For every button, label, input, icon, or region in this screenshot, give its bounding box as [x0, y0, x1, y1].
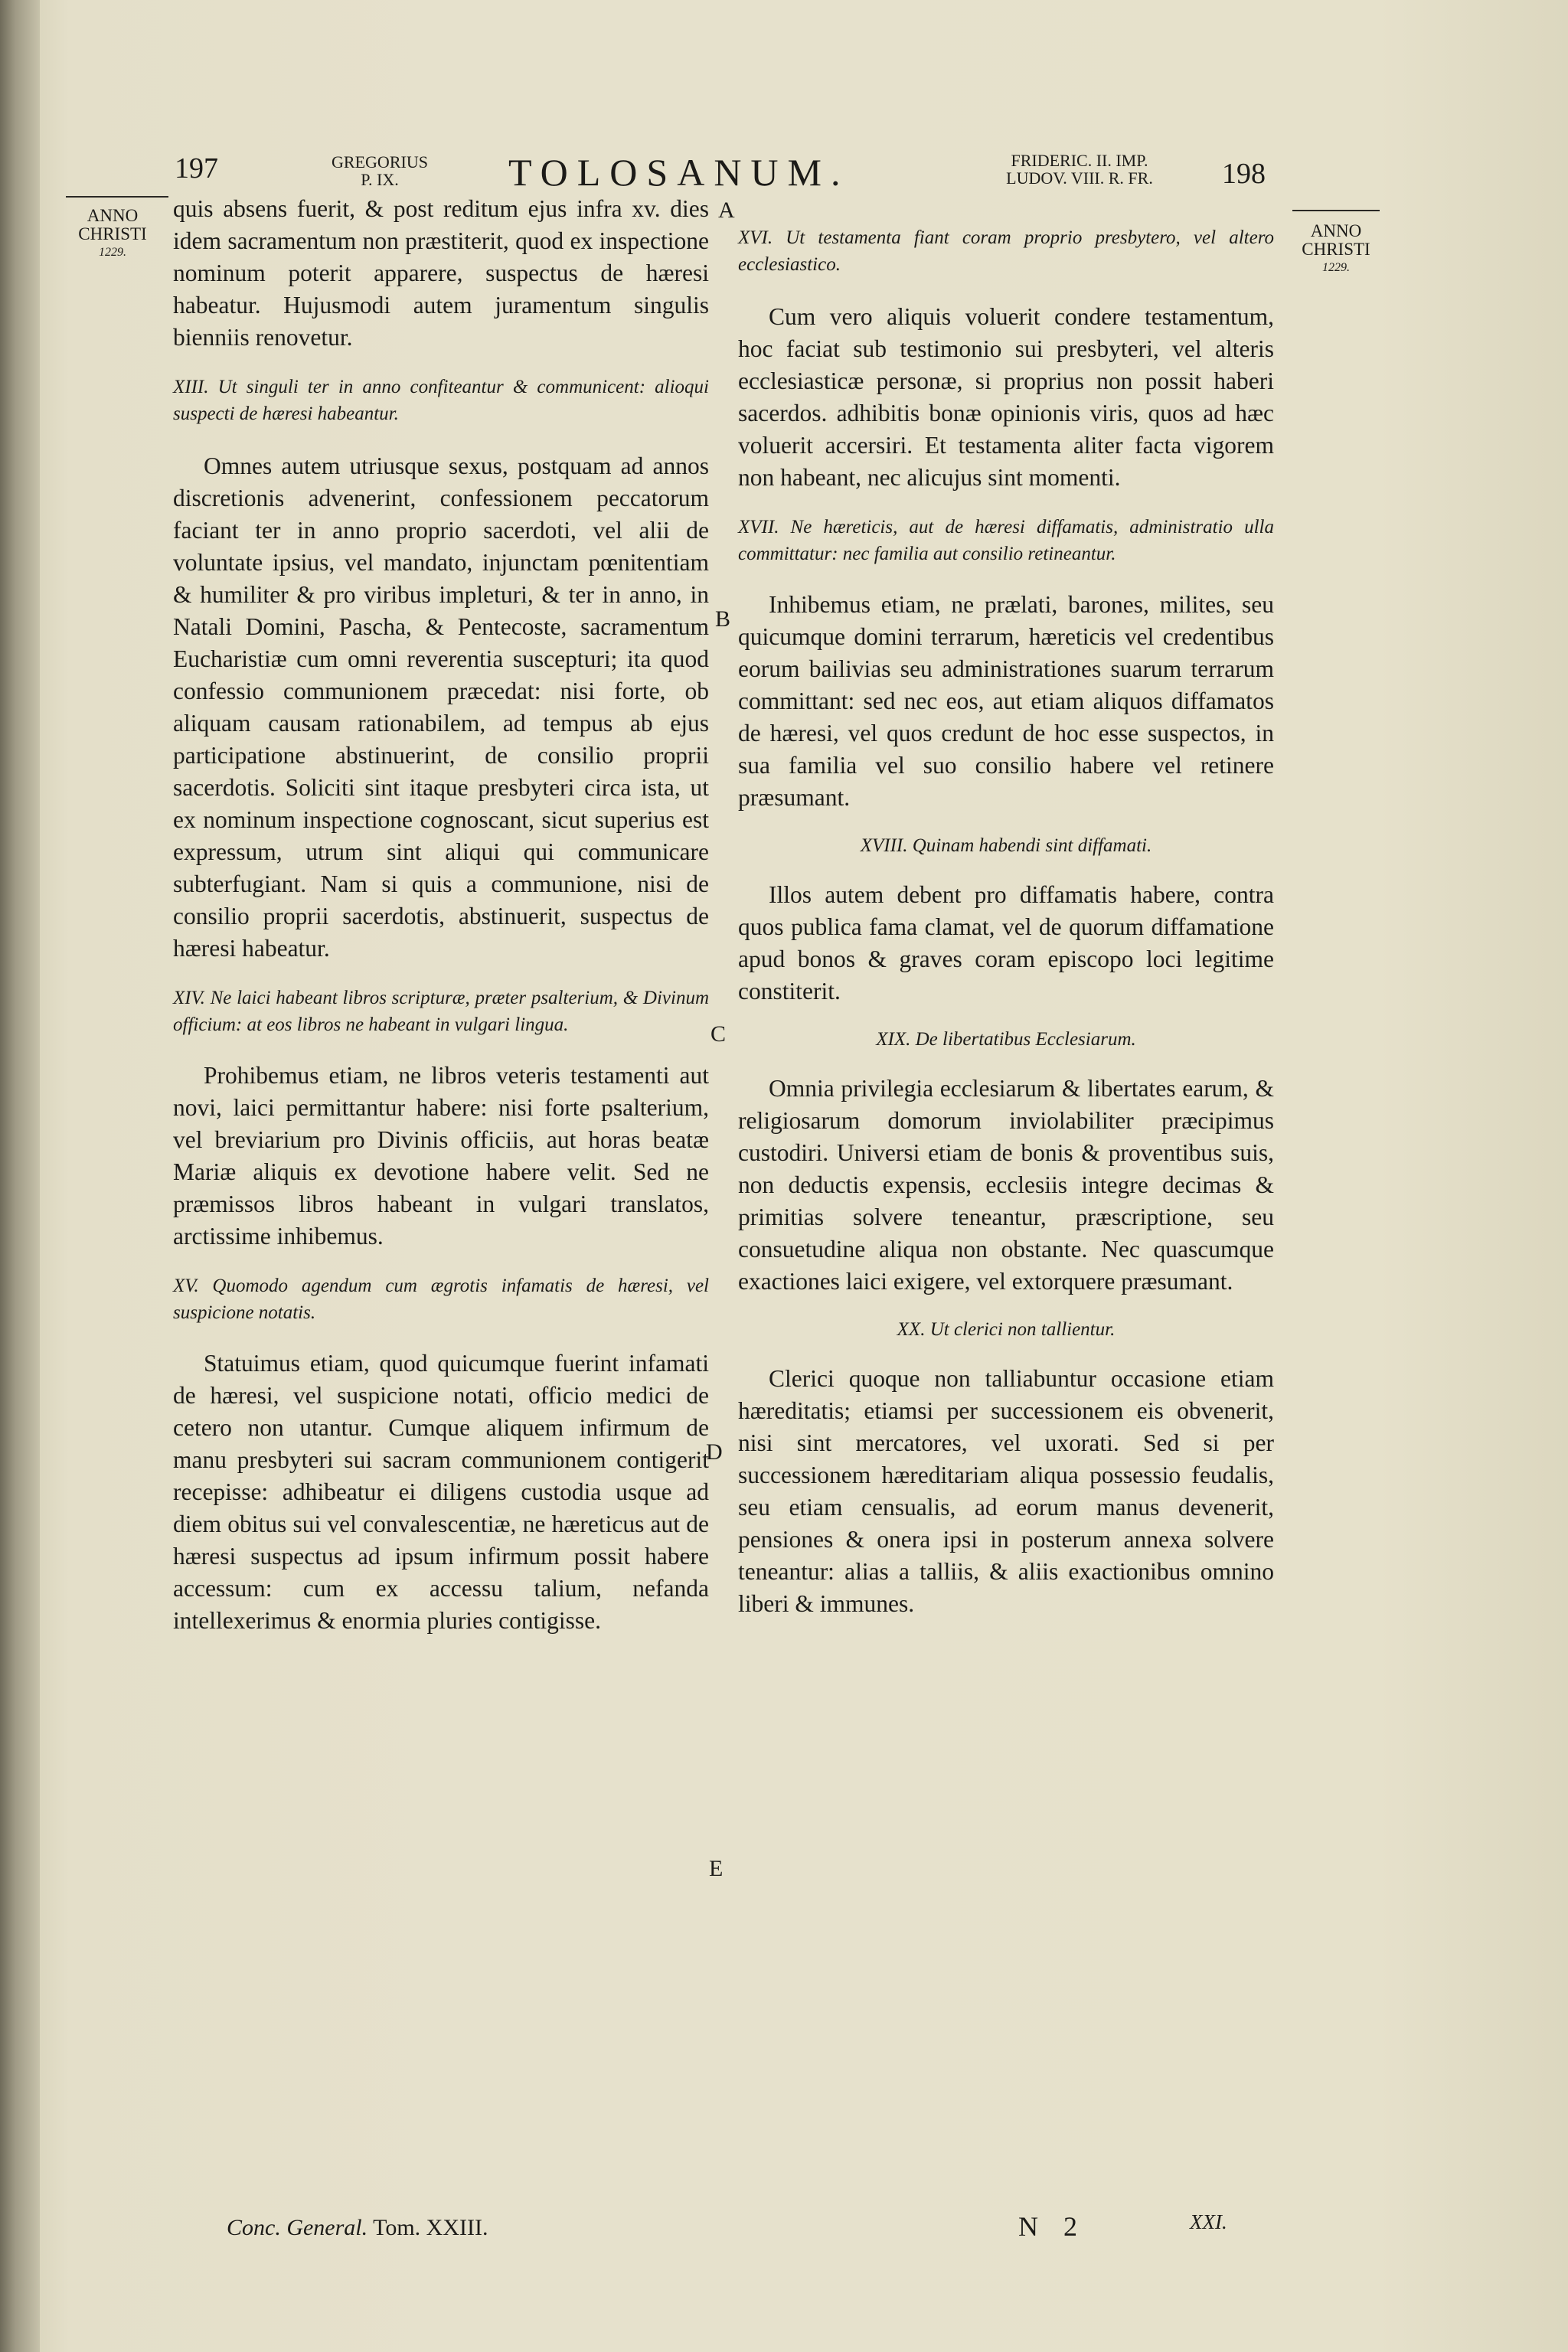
source-tome: Tom. XXIII.	[373, 2215, 488, 2240]
section-letter-e: E	[709, 1856, 724, 1881]
section-letter-b: B	[715, 606, 731, 632]
margin-christi: CHRISTI	[1302, 240, 1370, 259]
margin-rule-left	[66, 196, 168, 198]
text-column-left	[173, 193, 709, 1637]
pope-name: GREGORIUS	[332, 152, 428, 172]
margin-note-left	[70, 207, 155, 262]
emperor-name: FRIDERIC. II. IMP.	[1011, 151, 1148, 170]
paragraph: Cum vero aliquis voluerit condere testamentum, hoc faciat sub testimonio sui presbyteri, vel alteris ecclesiasticæ personæ, si proprius non possit haberi sacerdos. adhibitis bonæ opinionis viris, quos ad hæc voluerit accersiri. Et testamenta aliter facta vigorem non habeant, nec alicujus sint momenti.	[738, 303, 1274, 491]
margin-year: 1229.	[99, 246, 126, 259]
page-number-left: 197	[175, 152, 218, 185]
margin-year: 1229.	[1322, 261, 1350, 274]
text-column-right	[738, 224, 1274, 1620]
paragraph: Illos autem debent pro diffamatis habere, contra quos publica fama clamat, vel de quorum diffamatione apud bonos & graves coram episcopo loci legitime constiterit.	[738, 881, 1274, 1004]
paragraph: Omnia privilegia ecclesiarum & libertates earum, & religiosarum domorum inviolabiliter præcipimus custodiri. Universi etiam de bonis & proventibus suis, non deductis expensis, ecclesiis integre decimas & primitias solvere teneantur, præscriptione, seu consuetudine aliqua non obstante. Nec quascumque exactiones laici exigere, vel extorquere præsumant.	[738, 1075, 1274, 1295]
section-heading-xiii: XIII. Ut singuli ter in anno confiteantur & communicent: alioqui suspecti de hæresi habeantur.	[173, 377, 709, 424]
section-heading-xvi: XVI. Ut testamenta fiant coram proprio presbytero, vel altero ecclesiastico.	[738, 227, 1274, 275]
running-head-rulers	[965, 152, 1194, 187]
paragraph: Inhibemus etiam, ne prælati, barones, milites, seu quicumque domini terrarum, hæreticis vel credentibus eorum bailivias seu administrationes suarum terrarum committant: sed nec eos, aut etiam aliquos diffamatos de hæresi, vel quos credunt de hoc esse suspectos, in sua familia vel suo consilio habere vel retinere præsumant.	[738, 591, 1274, 811]
section-heading-xx: XX. Ut clerici non tallientur.	[897, 1319, 1116, 1340]
section-letter-c: C	[710, 1021, 727, 1047]
paragraph: Statuimus etiam, quod quicumque fuerint infamati de hæresi, vel suspicione notati, officio medici de cetero non utantur. Cumque aliquem infirmum de manu presbyteri sui sacram communionem contigerit recepisse: adhibeatur ei diligens custodia usque ad diem obitus sui vel convalescentiæ, ne hæreticus aut de hæresi suspectus ad ipsum infirmum possit habere accessum: cum ex accessu talium, nefanda intellexerimus & enormia pluries contigisse.	[173, 1350, 709, 1634]
section-letter-d: D	[706, 1439, 723, 1465]
catchword: XXI.	[1190, 2210, 1227, 2233]
margin-anno: ANNO	[1310, 221, 1362, 240]
section-heading-xv: XV. Quomodo agendum cum ægrotis infamatis de hæresi, vel suspicione notatis.	[173, 1276, 709, 1323]
source-line	[227, 2215, 488, 2241]
source-title: Conc. General.	[227, 2215, 368, 2240]
paragraph: Prohibemus etiam, ne libros veteris testamenti aut novi, laici permittantur habere: nisi forte psalterium, vel breviarium pro Divinis officiis, aut horas beatæ Mariæ aliquis ex devotione habere velit. Sed ne præmissos libros habeant in vulgari translatos, arctissime inhibemus.	[173, 1062, 709, 1250]
section-heading-xix: XIX. De libertatibus Ecclesiarum.	[876, 1029, 1136, 1050]
margin-christi: CHRISTI	[78, 224, 147, 243]
section-heading-xiv: XIV. Ne laici habeant libros scripturæ, præter psalterium, & Divinum officium: at eos libros ne habeant in vulgari lingua.	[173, 988, 709, 1035]
running-head-title: TOLOSANUM.	[508, 151, 850, 194]
margin-rule-right	[1292, 210, 1380, 211]
section-heading-xvii: XVII. Ne hæreticis, aut de hæresi diffamatis, administratio ulla committatur: nec familia aut consilio retineantur.	[738, 517, 1274, 564]
pope-number: P. IX.	[361, 170, 399, 189]
section-letter-a: A	[718, 198, 735, 223]
page-number-right: 198	[1222, 158, 1266, 190]
paragraph: quis absens fuerit, & post reditum ejus infra xv. dies idem sacramentum non præstiterit, quod ex inspectione nominum poterit apparere, suspectus de hæresi habeatur. Hujusmodi autem juramentum singulis bienniis renovetur.	[173, 195, 709, 351]
king-name: LUDOV. VIII. R. FR.	[1006, 168, 1153, 188]
book-gutter	[0, 0, 40, 2352]
margin-anno: ANNO	[87, 206, 139, 225]
paragraph: Omnes autem utriusque sexus, postquam ad annos discretionis advenerint, confessionem peccatorum faciant ter in anno proprio sacerdoti, vel alii de voluntate ipsius, vel mandato, injunctam pœnitentiam & humiliter & pro viribus impleturi, & ter in anno, in Natali Domini, Pascha, & Pentecoste, sacramentum Eucharistiæ cum omni reverentia suscepturi; ita quod confessio communionem præcedat: nisi forte, ob aliquam causam rationabilem, ad tempus ab ejus participatione abstinuerint, de consilio proprii sacerdotis. Soliciti sint itaque presbyteri circa ista, ut ex nominum inspectione cognoscant, sicut superius est expressum, utrum sint aliqui qui communicare subterfugiant. Nam si quis a communione, nisi de consilio proprii sacerdotis, abstinuerit, suspectus de hæresi habeatur.	[173, 452, 709, 962]
running-head-pope	[303, 153, 456, 188]
paragraph: Clerici quoque non talliabuntur occasione etiam hæreditatis; etiamsi per successionem eis obvenerit, nisi sint mercatores, vel uxorati. Sed si per successionem hæreditariam aliqua possessio feudalis, seu etiam censualis, ad eorum manus devenerit, pensiones & onera ipsi in posterum annexa solvere teneantur: alias a talliis, & aliis exactionibus omnino liberi & immunes.	[738, 1365, 1274, 1617]
margin-note-right	[1292, 222, 1380, 277]
signature-mark: N 2	[1018, 2211, 1086, 2242]
section-heading-xviii: XVIII. Quinam habendi sint diffamati.	[860, 835, 1152, 856]
